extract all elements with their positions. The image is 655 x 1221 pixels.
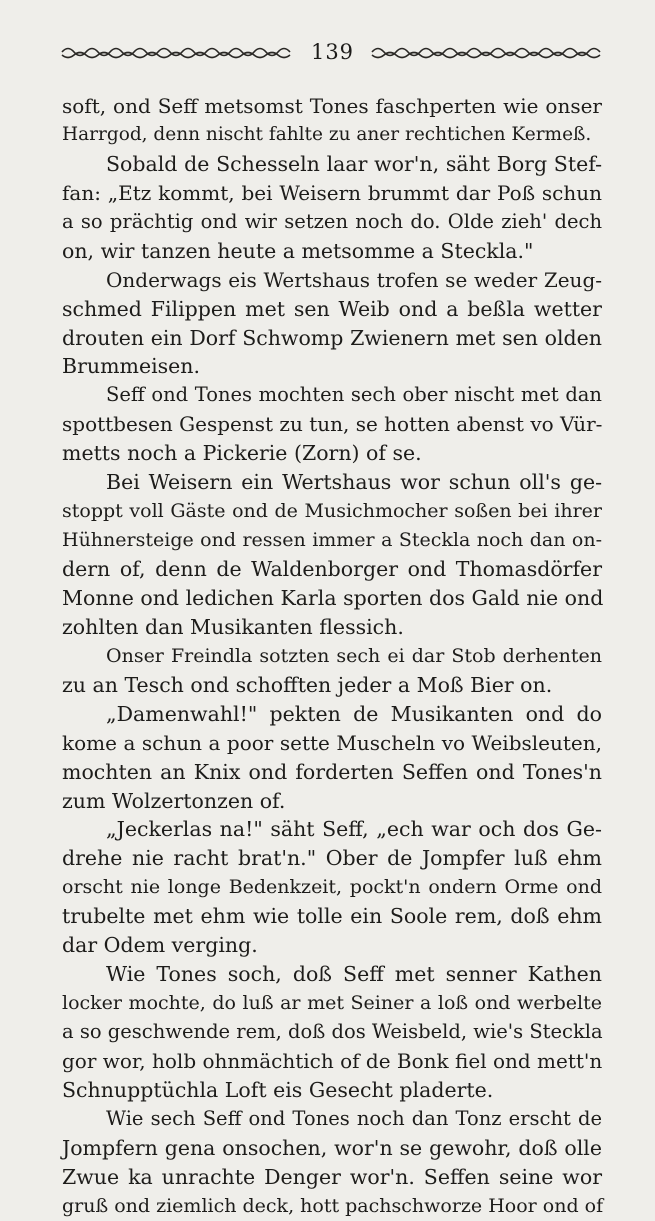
text-line: locker mochte, do luß ar met Seiner a loß ond werbelte	[62, 992, 602, 1015]
text-line: dar Odem verging.	[62, 933, 258, 958]
text-line: dern of, denn de Waldenborger ond Thomasdörfer	[62, 557, 602, 581]
text-line: Sobald de Schesseln laar wor'n, säht Borg Stef-	[106, 151, 602, 176]
text-line: zum Wolzertonzen of.	[62, 788, 286, 813]
text-line: a so geschwende rem, doß dos Weisbeld, wie's Steckla	[62, 1020, 603, 1043]
page-number: 139	[310, 40, 355, 64]
text-line: Wie Tones soch, doß Seff met senner Kathen	[106, 962, 602, 987]
text-line: „Damenwahl!" pekten de Musikanten ond do	[106, 701, 602, 726]
text-line: Wie sech Seff ond Tones noch dan Tonz erscht de	[106, 1106, 602, 1130]
text-line: schmed Filippen met sen Weib ond a beßla wetter	[62, 296, 602, 321]
text-line: gor wor, holb ohnmächtich of de Bonk fiel ond mett'n	[62, 1048, 603, 1073]
text-line: gruß ond ziemlich deck, hott pachschworze Hoor ond of	[62, 1194, 604, 1217]
text-line: Monne ond ledichen Karla sporten dos Gald nie ond	[62, 585, 604, 610]
text-line: Brummeisen.	[62, 354, 201, 379]
text-line: stoppt voll Gäste ond de Musichmocher soßen bei ihrer	[62, 500, 602, 523]
text-line: Harrgod, denn nischt fahlte zu aner rechtichen Kermeß.	[62, 123, 592, 145]
text-line: a so prächtig ond wir setzen noch do. Olde zieh' dech	[62, 209, 602, 233]
body-text	[62, 92, 602, 1221]
text-line: Seff ond Tones mochten sech ober nischt met dan	[106, 383, 602, 407]
text-line: soft, ond Seff metsomst Tones faschperten wie onser	[62, 94, 602, 118]
left-ornament	[60, 45, 295, 59]
text-line: fan: „Etz kommt, bei Weisern brummt dar Poß schun	[62, 180, 602, 205]
text-line: zohlten dan Musikanten flessich.	[62, 614, 404, 639]
text-line: on, wir tanzen heute a metsomme a Steckla."	[62, 238, 534, 263]
text-line: Bei Weisern ein Wertshaus wor schun oll's ge-	[106, 470, 602, 495]
text-line: Hühnersteige ond ressen immer a Steckla noch dan on-	[62, 529, 602, 552]
text-line: spottbesen Gespenst zu tun, se hotten abenst vo Vür-	[62, 412, 603, 437]
text-line: metts noch a Pickerie (Zorn) of se.	[62, 441, 422, 466]
text-line: Schnupptüchla Loft eis Gesecht pladerte.	[62, 1077, 494, 1102]
text-line: Onderwags eis Wertshaus trofen se weder Zeug-	[106, 267, 602, 292]
text-line: Jompfern gena onsochen, wor'n se gewohr, doß olle	[62, 1135, 602, 1160]
text-line: zu an Tesch ond schofften jeder a Moß Bier on.	[62, 672, 553, 697]
text-line: drehe nie racht brat'n." Ober de Jompfer luß ehm	[62, 846, 602, 871]
text-line: drouten ein Dorf Schwomp Zwienern met sen olden	[62, 325, 602, 350]
text-line: mochten an Knix ond forderten Seffen ond Tones'n	[62, 759, 602, 784]
text-line: Onser Freindla sotzten sech ei dar Stob derhenten	[106, 644, 602, 667]
right-ornament	[370, 45, 605, 59]
text-line: Zwue ka unrachte Denger wor'n. Seffen seine wor	[62, 1164, 602, 1189]
page-header	[60, 40, 605, 64]
text-line: „Jeckerlas na!" säht Seff, „ech war och dos Ge-	[106, 817, 602, 842]
text-line: trubelte met ehm wie tolle ein Soole rem, doß ehm	[62, 904, 602, 929]
text-line: orscht nie longe Bedenkzeit, pockt'n ondern Orme ond	[62, 876, 602, 899]
text-line: kome a schun a poor sette Muscheln vo Weibsleuten,	[62, 730, 602, 755]
